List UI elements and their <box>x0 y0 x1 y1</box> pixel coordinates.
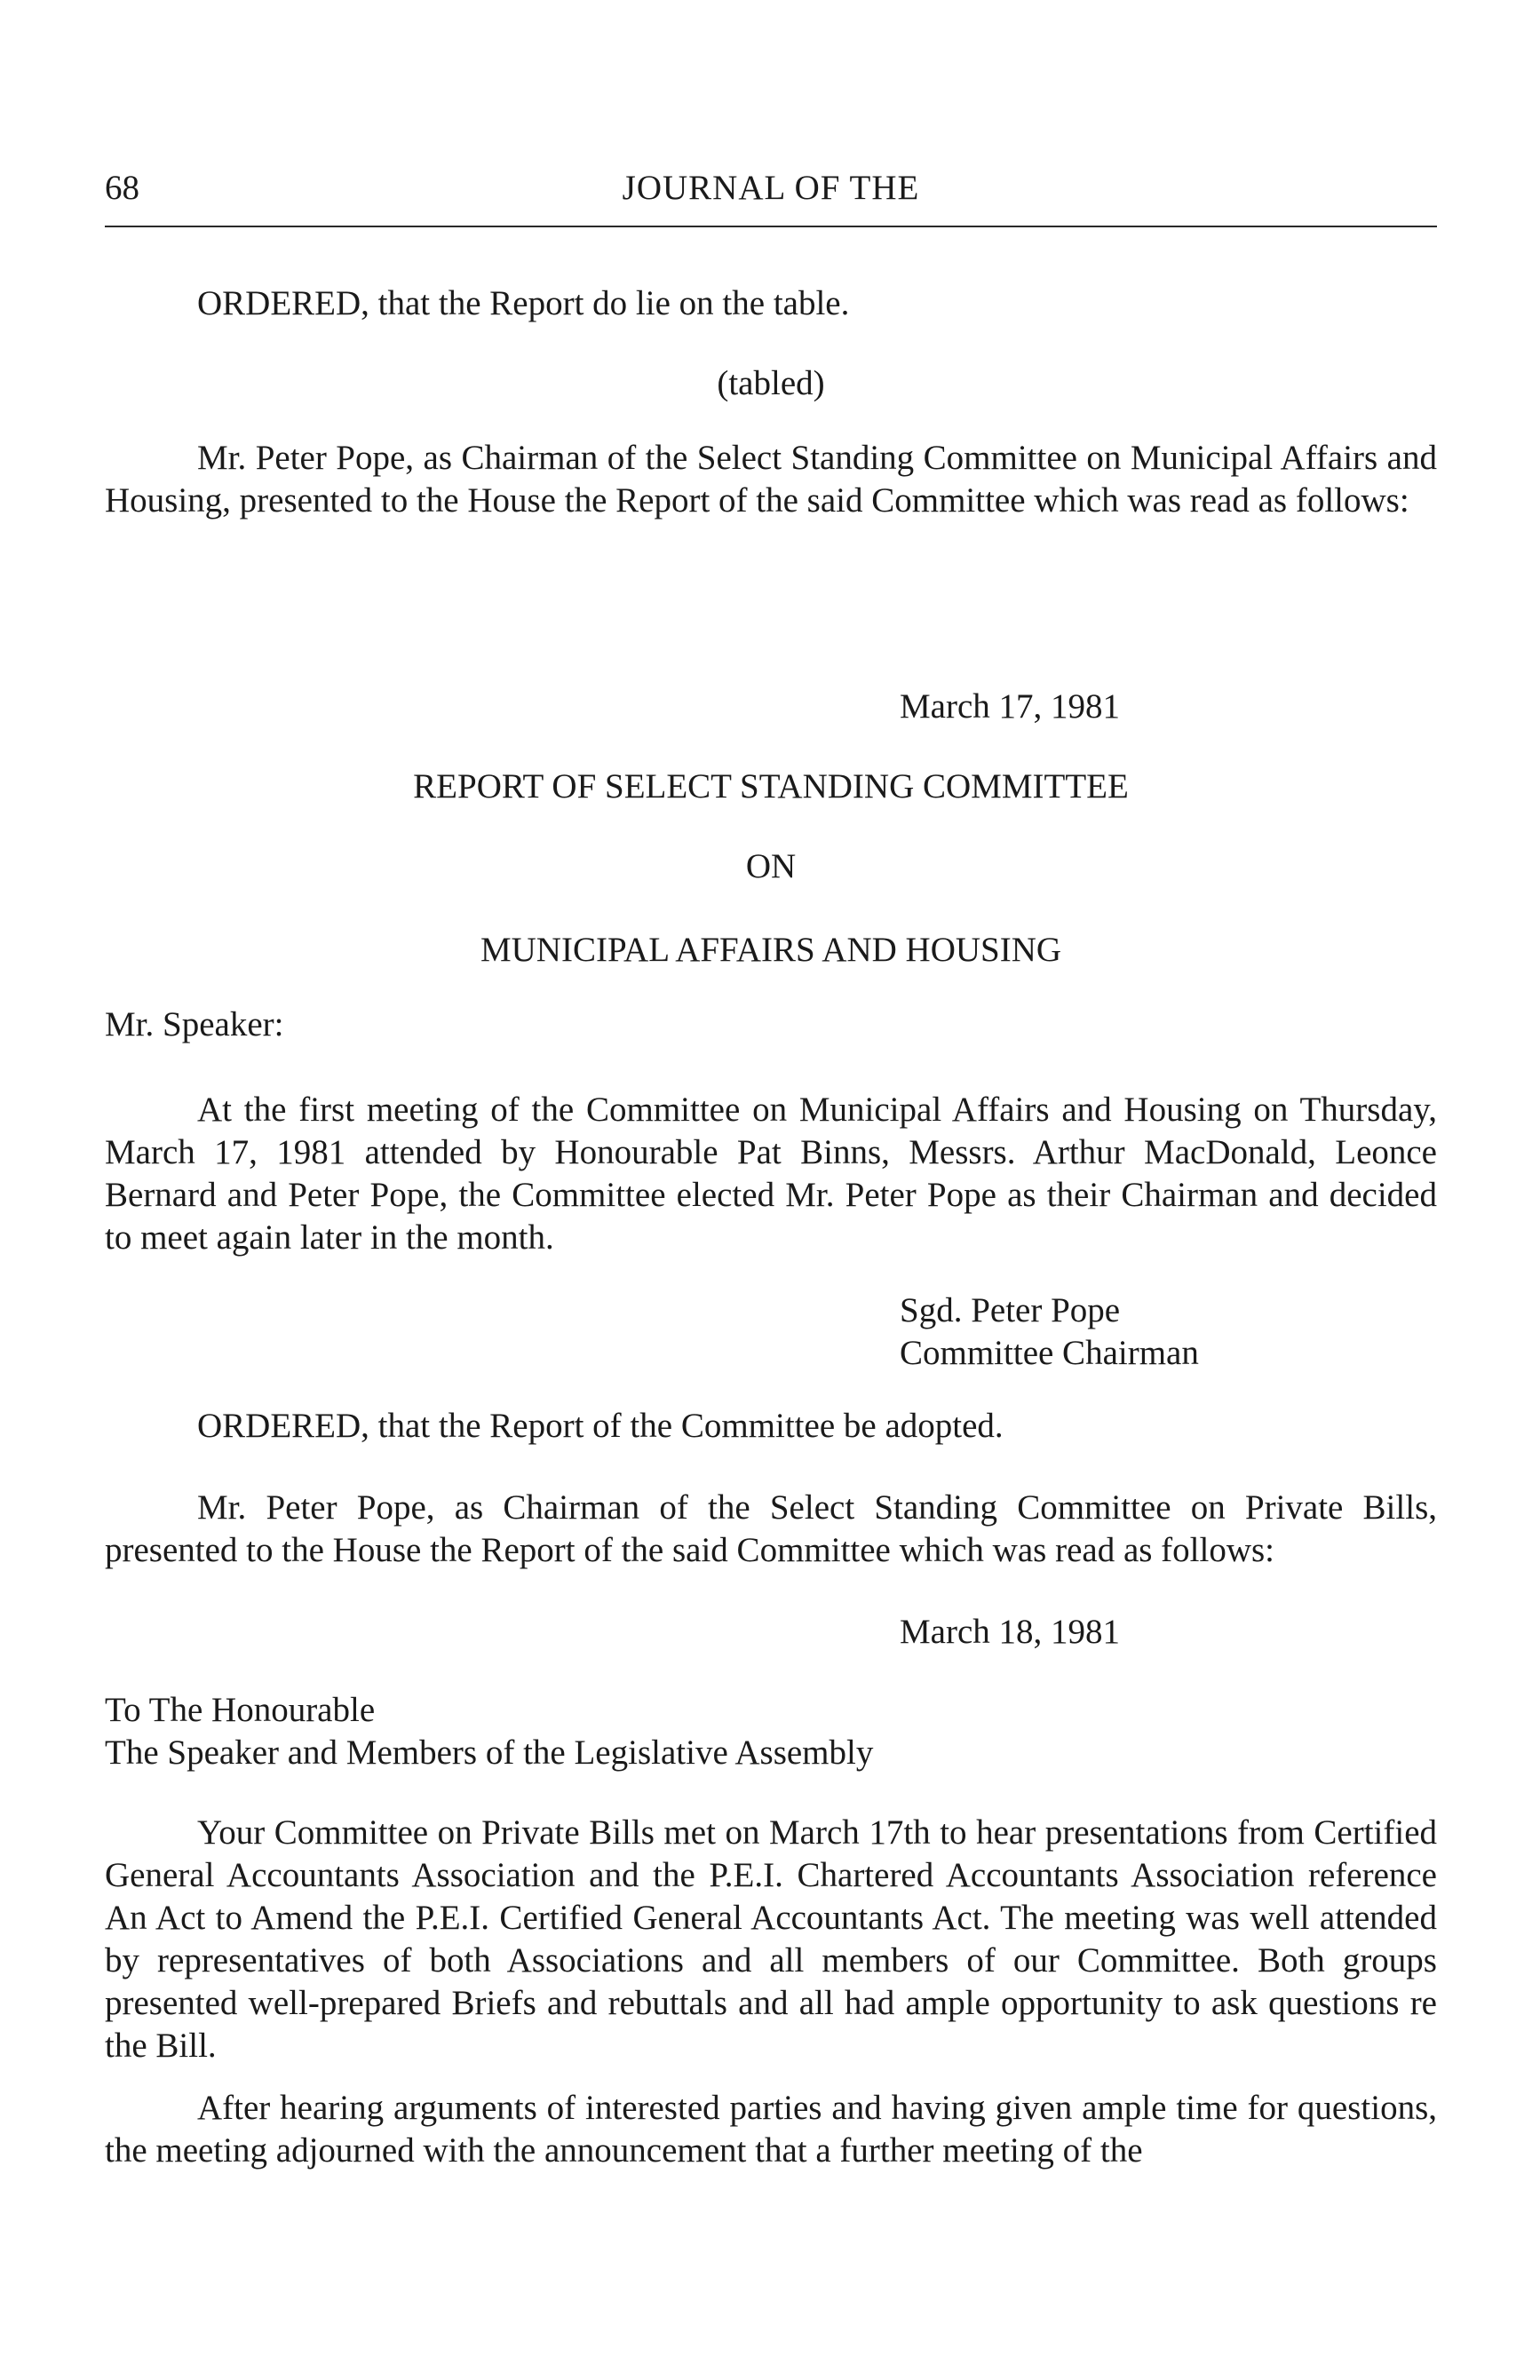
report-title-line-2: ON <box>745 847 797 885</box>
report-title-line-3: MUNICIPAL AFFAIRS AND HOUSING <box>480 931 1062 969</box>
running-title: JOURNAL OF THE <box>622 169 920 207</box>
signature-title: Committee Chairman <box>900 1334 1199 1372</box>
address-block <box>105 1689 1437 1774</box>
tabled-note: (tabled) <box>717 364 825 402</box>
page-header <box>105 167 1437 211</box>
report-date-1: March 17, 1981 <box>900 687 1121 726</box>
report-body-continuation: After hearing arguments of interested parties and having given ample time for questions, the meeting adjourned with the announcement that a further meeting of the <box>105 2089 1437 2170</box>
ordered-adopted: ORDERED, that the Report of the Committee be adopted. <box>197 1407 1004 1445</box>
report-title-line-1: REPORT OF SELECT STANDING COMMITTEE <box>413 767 1129 805</box>
signature-block <box>900 1289 1433 1375</box>
report-date-2: March 18, 1981 <box>900 1613 1121 1651</box>
signature-name: Sgd. Peter Pope <box>900 1291 1121 1329</box>
report-body-municipal: At the first meeting of the Committee on Municipal Affairs and Housing on Thursday, March 17, 1981 attended by Honourable Pat Binns, Messrs. Arthur MacDonald, Leonce Bernard and Peter Pope, the Committee elected Mr. Peter Pope as their Chairman and decided to meet again later in the month. <box>105 1091 1437 1257</box>
presentation-paragraph-municipal: Mr. Peter Pope, as Chairman of the Select Standing Committee on Municipal Affairs and Housing, presented to the House the Report of the said Committee which was read as follows: <box>105 439 1437 520</box>
header-rule <box>105 226 1437 227</box>
address-line-1: To The Honourable <box>105 1691 376 1729</box>
report-body-private-bills: Your Committee on Private Bills met on March 17th to hear presentations from Certified General Accountants Association and the P.E.I. Chartered Accountants Association reference An Act to Amend the P.E.I. Certified General Accountants Act. The meeting was well attended by representatives of both Associations and all members of our Committee. Both groups presented well-prepared Briefs and rebuttals and all had ample opportunity to ask questions re the Bill. <box>105 1813 1437 2065</box>
ordered-lie-on-table: ORDERED, that the Report do lie on the table. <box>197 284 850 322</box>
salutation: Mr. Speaker: <box>105 1005 284 1043</box>
page-number: 68 <box>105 169 139 207</box>
address-line-2: The Speaker and Members of the Legislative Assembly <box>105 1733 874 1772</box>
presentation-paragraph-private-bills: Mr. Peter Pope, as Chairman of the Select Standing Committee on Private Bills, presented to the House the Report of the said Committee which was read as follows: <box>105 1488 1437 1569</box>
